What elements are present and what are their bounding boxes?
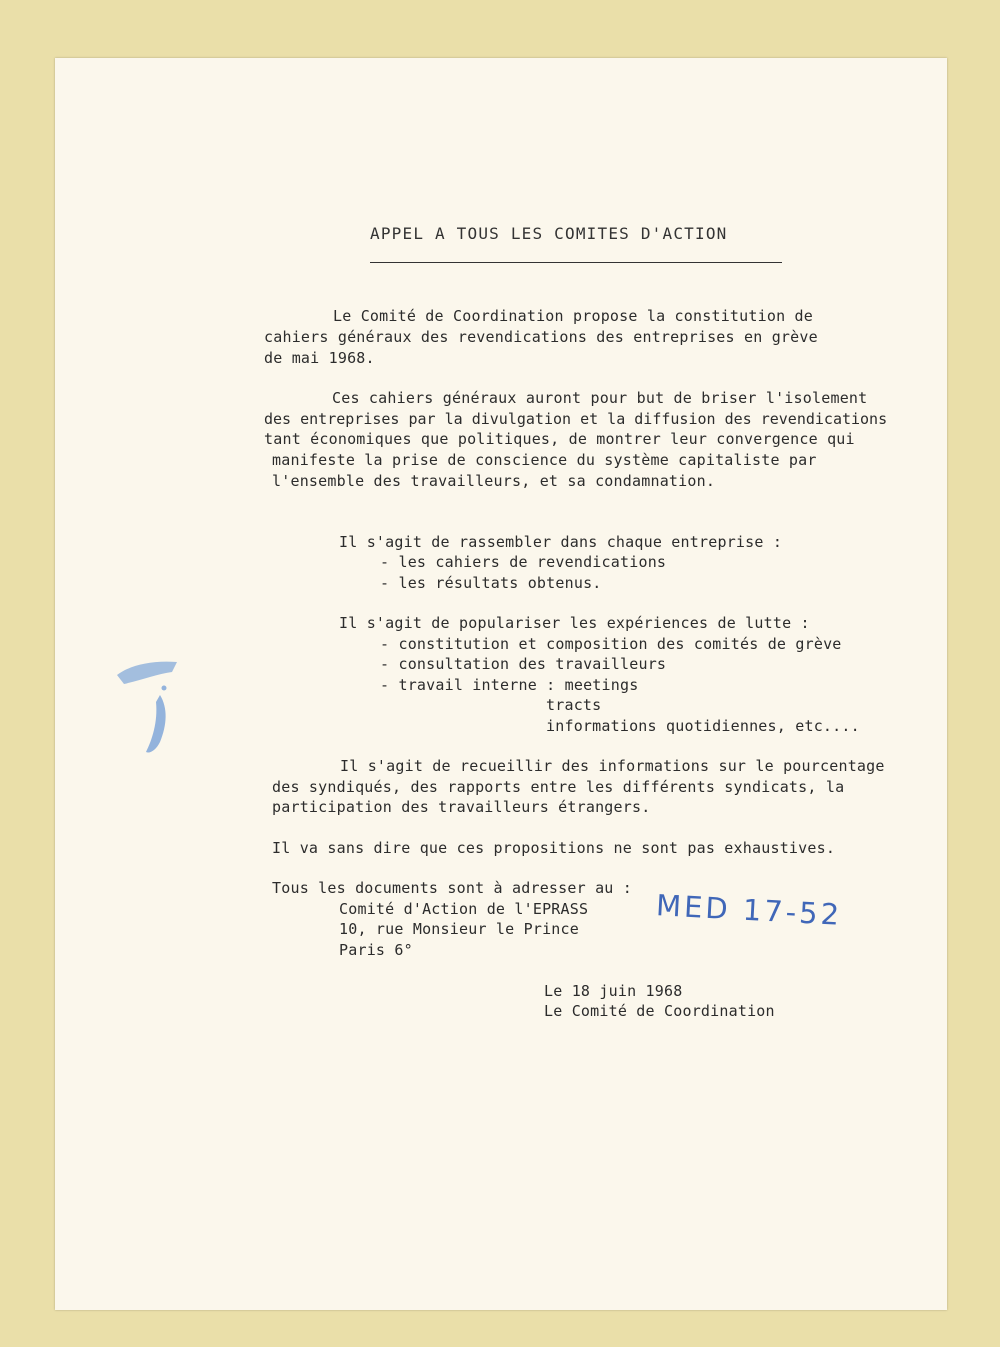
list-item: - les résultats obtenus. [380, 574, 602, 592]
date-line: Le 18 juin 1968 [544, 982, 683, 1000]
text-line: manifeste la prise de conscience du système capitaliste par [272, 451, 817, 469]
list-item: - travail interne : meetings [380, 676, 639, 694]
text-line: cahiers généraux des revendications des entreprises en grève [264, 328, 818, 346]
text-line: Le Comité de Coordination propose la constitution de [333, 307, 813, 325]
text-line: l'ensemble des travailleurs, et sa condamnation. [272, 472, 716, 490]
text-line: des entreprises par la divulgation et la diffusion des revendications [264, 410, 888, 428]
text-line: de mai 1968. [264, 349, 375, 367]
text-line: participation des travailleurs étrangers. [272, 798, 651, 816]
text-line: Ces cahiers généraux auront pour but de briser l'isolement [332, 389, 868, 407]
text-line: Il s'agit de populariser les expériences de lutte : [339, 614, 810, 632]
address-line: Paris 6° [339, 941, 413, 959]
text-line: tant économiques que politiques, de montrer leur convergence qui [264, 430, 855, 448]
list-item: informations quotidiennes, etc.... [546, 717, 860, 735]
list-item: - consultation des travailleurs [380, 655, 667, 673]
text-line: des syndiqués, des rapports entre les différents syndicats, la [272, 778, 845, 796]
signature-line: Le Comité de Coordination [544, 1002, 775, 1020]
list-item: tracts [546, 696, 602, 714]
text-line: Il s'agit de rassembler dans chaque entreprise : [339, 533, 783, 551]
ink-smudge [112, 650, 192, 760]
text-line: Il va sans dire que ces propositions ne sont pas exhaustives. [272, 839, 836, 857]
title-underline [370, 262, 782, 263]
text-line: Tous les documents sont à adresser au : [272, 879, 632, 897]
address-line: Comité d'Action de l'EPRASS [339, 900, 589, 918]
list-item: - les cahiers de revendications [380, 553, 667, 571]
address-line: 10, rue Monsieur le Prince [339, 920, 579, 938]
text-line: Il s'agit de recueillir des informations sur le pourcentage [340, 757, 885, 775]
document-title: APPEL A TOUS LES COMITES D'ACTION [370, 224, 728, 243]
list-item: - constitution et composition des comités de grève [380, 635, 842, 653]
handwritten-annotation: MED 17-52 [655, 888, 843, 932]
